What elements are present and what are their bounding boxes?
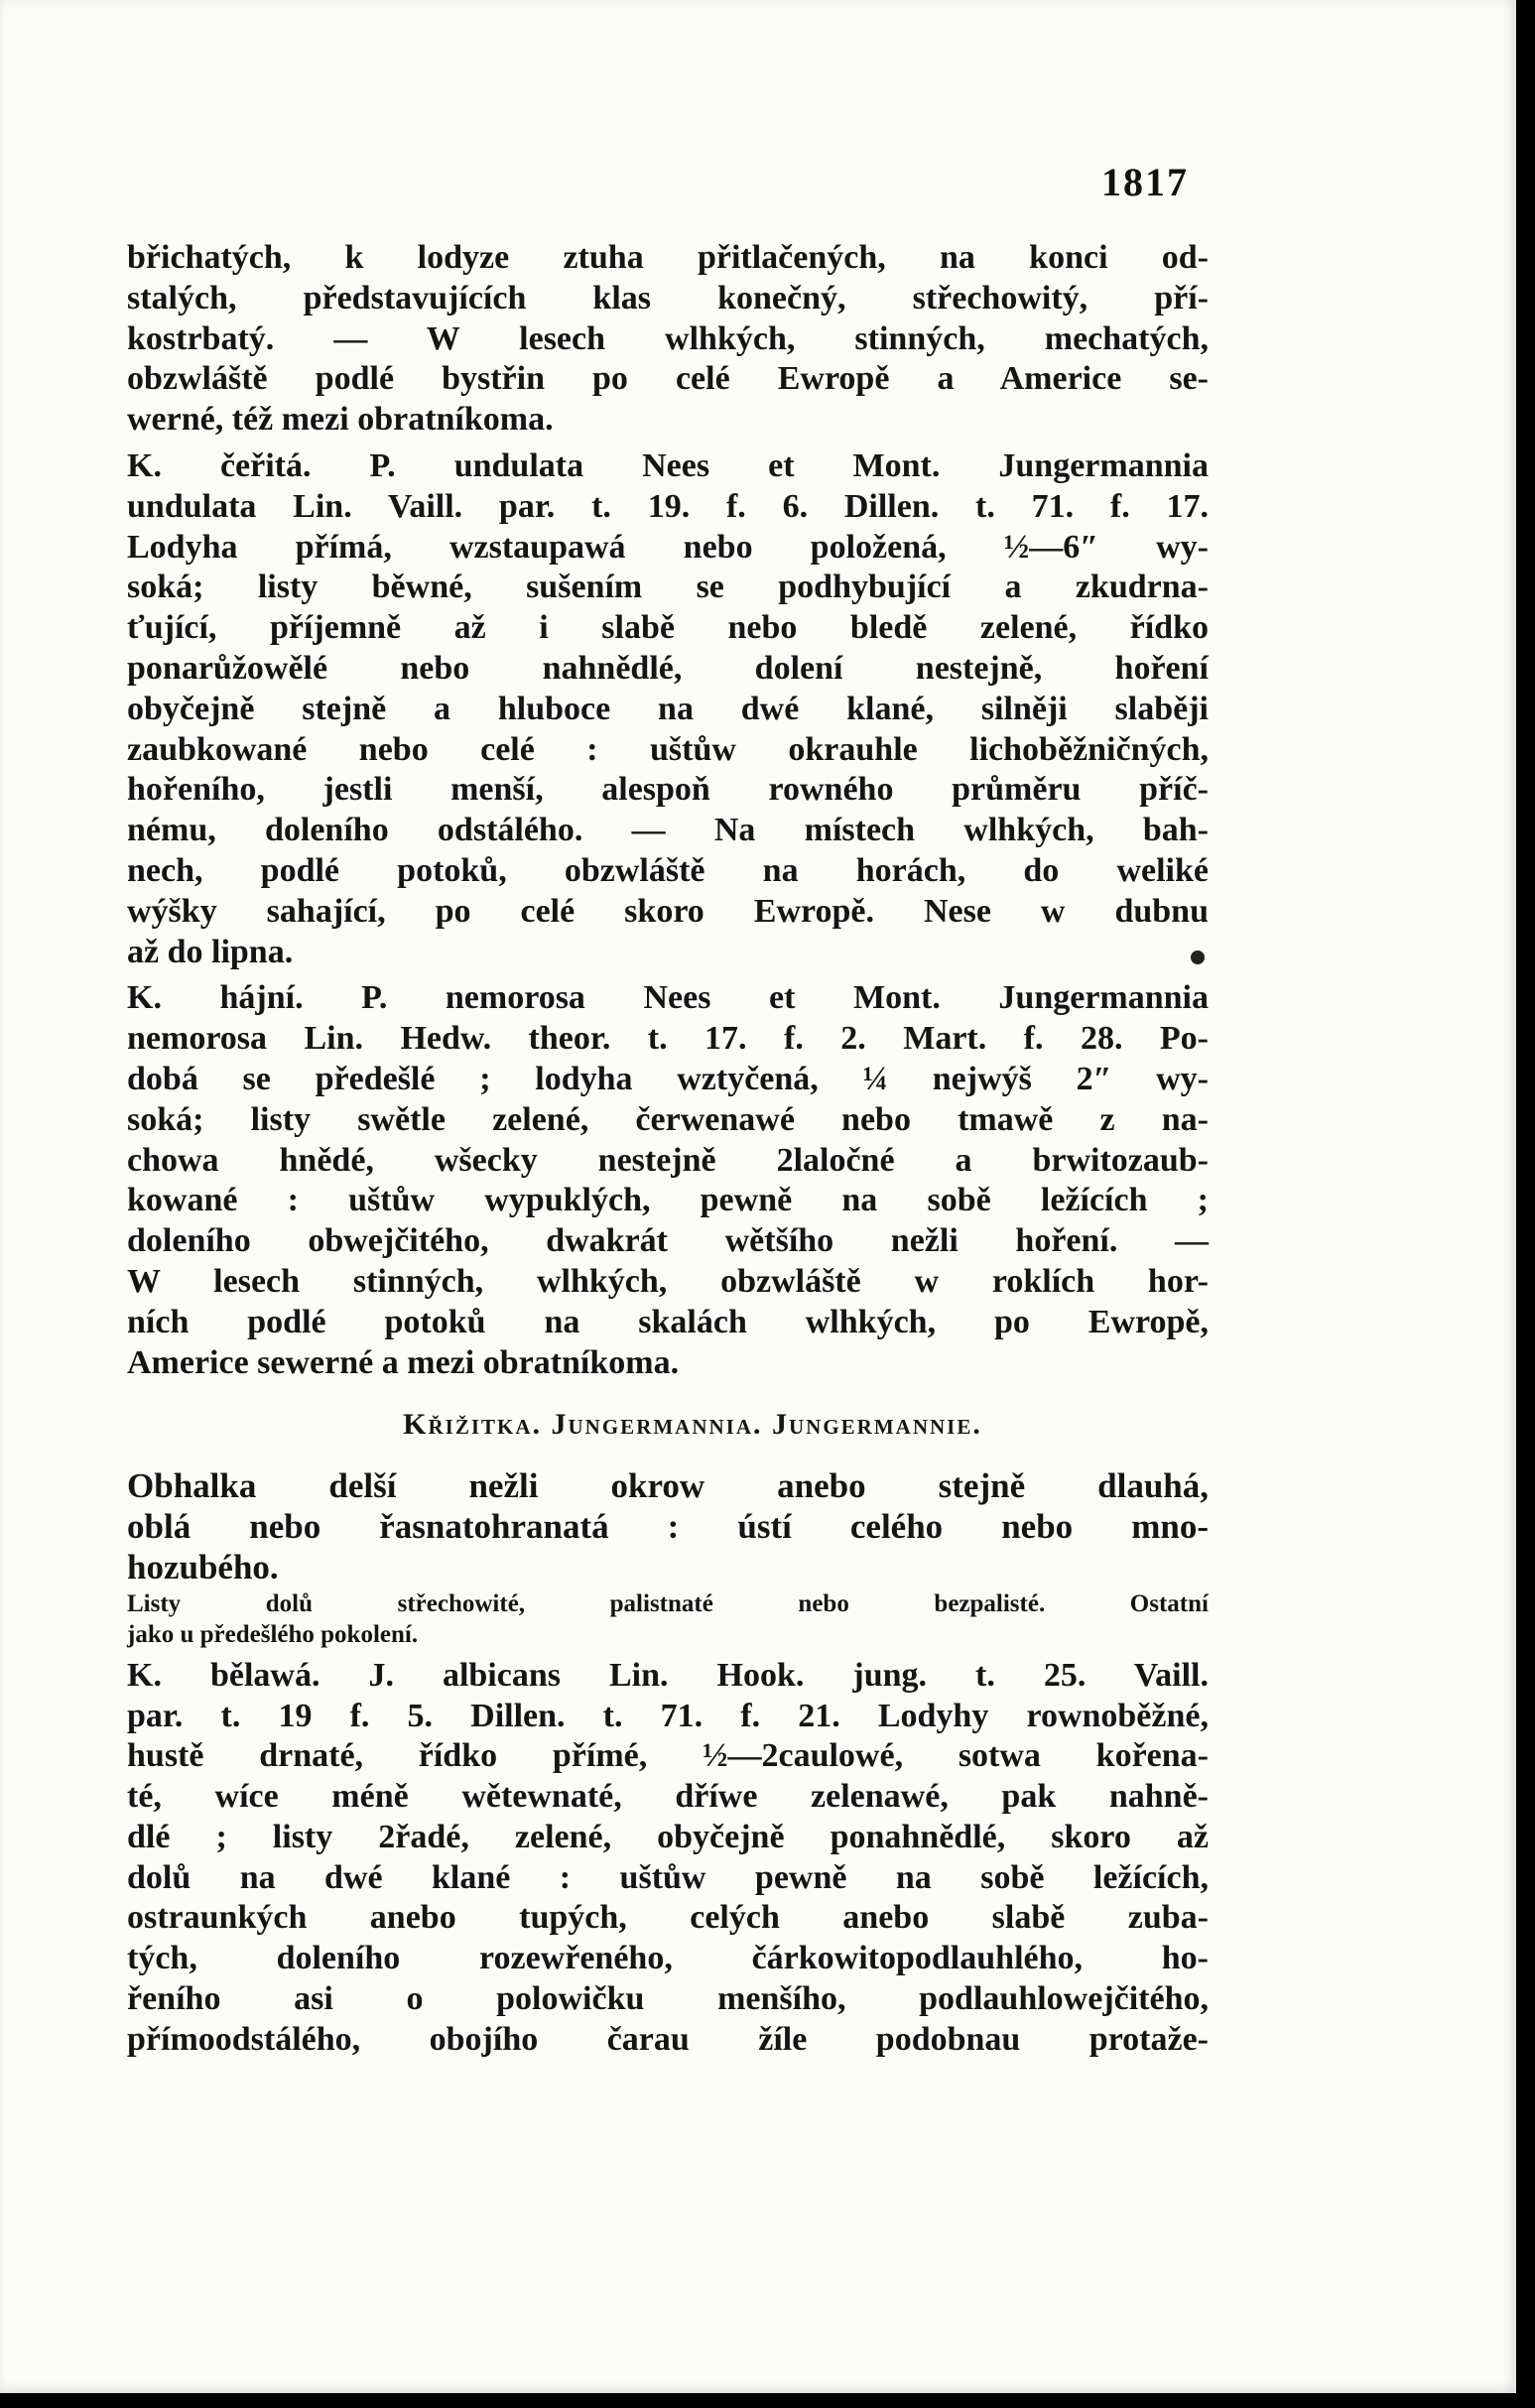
text-line: K. čeřitá. P. undulata Nees et Mont. Jungermannia xyxy=(127,446,1209,484)
text-line: W lesech stinných, wlhkých, obzwláště w roklích hor- xyxy=(127,1262,1209,1300)
text-line: ostraunkých anebo tupých, celých anebo slabě zuba- xyxy=(127,1899,1209,1937)
text-line: soká; listy swětle zelené, čerwenawé nebo tmawě z na- xyxy=(127,1100,1209,1138)
text-line: undulata Lin. Vaill. par. t. 19. f. 6. Dillen. t. 71. f. 17. xyxy=(127,487,1209,525)
text-line: Americe sewerné a mezi obratníkoma. xyxy=(127,1343,680,1381)
paragraph-albicans xyxy=(127,1656,1209,2061)
text-line: ních podlé potoků na skalách wlhkých, po Ewropě, xyxy=(127,1303,1209,1340)
text-line: kostrbatý. — W lesech wlhkých, stinných, mechatých, xyxy=(127,319,1209,357)
ink-blot xyxy=(1191,951,1205,964)
text-line: hořeního, jestli menší, alespoň rowného průměru příč- xyxy=(127,771,1209,809)
text-line: jako u předešlého pokolení. xyxy=(127,1620,419,1648)
text-line: řeního asi o polowičku menšího, podlauhlowejčitého, xyxy=(127,1980,1209,2018)
text-line: přímoodstálého, obojího čarau žíle podobnau protaže- xyxy=(127,2020,1209,2058)
text-line: doleního obwejčitého, dwakrát wětšího nežli hoření. — xyxy=(127,1222,1209,1260)
text-line: nech, podlé potoků, obzwláště na horách, do weliké xyxy=(127,851,1209,889)
text-line: dobá se předešlé ; lodyha wztyčená, ¼ nejwýš 2″ wy- xyxy=(127,1060,1209,1097)
text-line: nému, doleního odstálého. — Na místech wlhkých, bah- xyxy=(127,812,1209,849)
paragraph-nemorosa xyxy=(127,978,1209,1383)
page-number: 1817 xyxy=(1101,160,1189,204)
text-line: obzwláště podlé bystřin po celé Ewropě a Americe se- xyxy=(127,360,1209,398)
text-line: Lodyha přímá, wzstaupawá nebo položená, ½—6″ wy- xyxy=(127,528,1209,566)
text-line: K. bělawá. J. albicans Lin. Hook. jung. t. 25. Vaill. xyxy=(127,1656,1209,1694)
text-line: zaubkowané nebo celé : uštůw okrauhle lichoběžničných, xyxy=(127,730,1209,768)
text-line: obyčejně stejně a hluboce na dwé klané, silněji slaběji xyxy=(127,690,1209,727)
text-line: K. hájní. P. nemorosa Nees et Mont. Jungermannia xyxy=(127,979,1209,1017)
text-line: stalých, představujících klas konečný, střechowitý, pří- xyxy=(127,279,1209,317)
genus-heading: Křižitka. Jungermannia. Jungermannie. xyxy=(403,1408,982,1442)
text-line: Listy dolů střechowité, palistnaté nebo bezpalisté. Ostatní xyxy=(127,1589,1209,1617)
text-line: ťující, příjemně až i slabě nebo bledě zelené, řídko xyxy=(127,609,1209,647)
text-line: chowa hnědé, wšecky nestejně 2laločné a brwitozaub- xyxy=(127,1141,1209,1179)
text-line: té, wíce méně wětewnaté, dříwe zelenawé, pak nahně- xyxy=(127,1778,1209,1816)
genus-note xyxy=(127,1588,1209,1650)
text-line: dlé ; listy 2řadé, zelené, obyčejně ponahnědlé, skoro až xyxy=(127,1818,1209,1855)
text-line: hozubého. xyxy=(127,1547,279,1586)
text-line: nemorosa Lin. Hedw. theor. t. 17. f. 2. Mart. f. 28. Po- xyxy=(127,1020,1209,1058)
text-line: hustě drnaté, řídko přímé, ½—2caulowé, sotwa kořena- xyxy=(127,1737,1209,1775)
text-line: soká; listy běwné, sušením se podhybující a zkudrna- xyxy=(127,569,1209,606)
text-line: oblá nebo řasnatohranatá : ústí celého nebo mno- xyxy=(127,1507,1209,1547)
text-line: Obhalka delší nežli okrow anebo stejně dlauhá, xyxy=(127,1466,1209,1506)
genus-description xyxy=(127,1466,1209,1587)
text-line: werné, též mezi obratníkoma. xyxy=(127,401,554,439)
text-line: břichatých, k lodyze ztuha přitlačených, na konci od- xyxy=(127,239,1209,276)
paragraph-1 xyxy=(127,238,1209,441)
page-text xyxy=(127,238,1209,2061)
paragraph-undulata xyxy=(127,446,1209,972)
text-line: ponarůžowělé nebo nahnědlé, dolení nestejně, hoření xyxy=(127,649,1209,687)
text-line: až do lipna. xyxy=(127,933,294,970)
text-line: tých, doleního rozewřeného, čárkowitopodlauhlého, ho- xyxy=(127,1940,1209,1977)
text-line: par. t. 19 f. 5. Dillen. t. 71. f. 21. Lodyhy rownoběžné, xyxy=(127,1697,1209,1734)
text-line: kowané : uštůw wypuklých, pewně na sobě ležících ; xyxy=(127,1182,1209,1219)
text-line: wýšky sahající, po celé skoro Ewropě. Nese w dubnu xyxy=(127,892,1209,930)
text-line: dolů na dwé klané : uštůw pewně na sobě ležících, xyxy=(127,1858,1209,1896)
